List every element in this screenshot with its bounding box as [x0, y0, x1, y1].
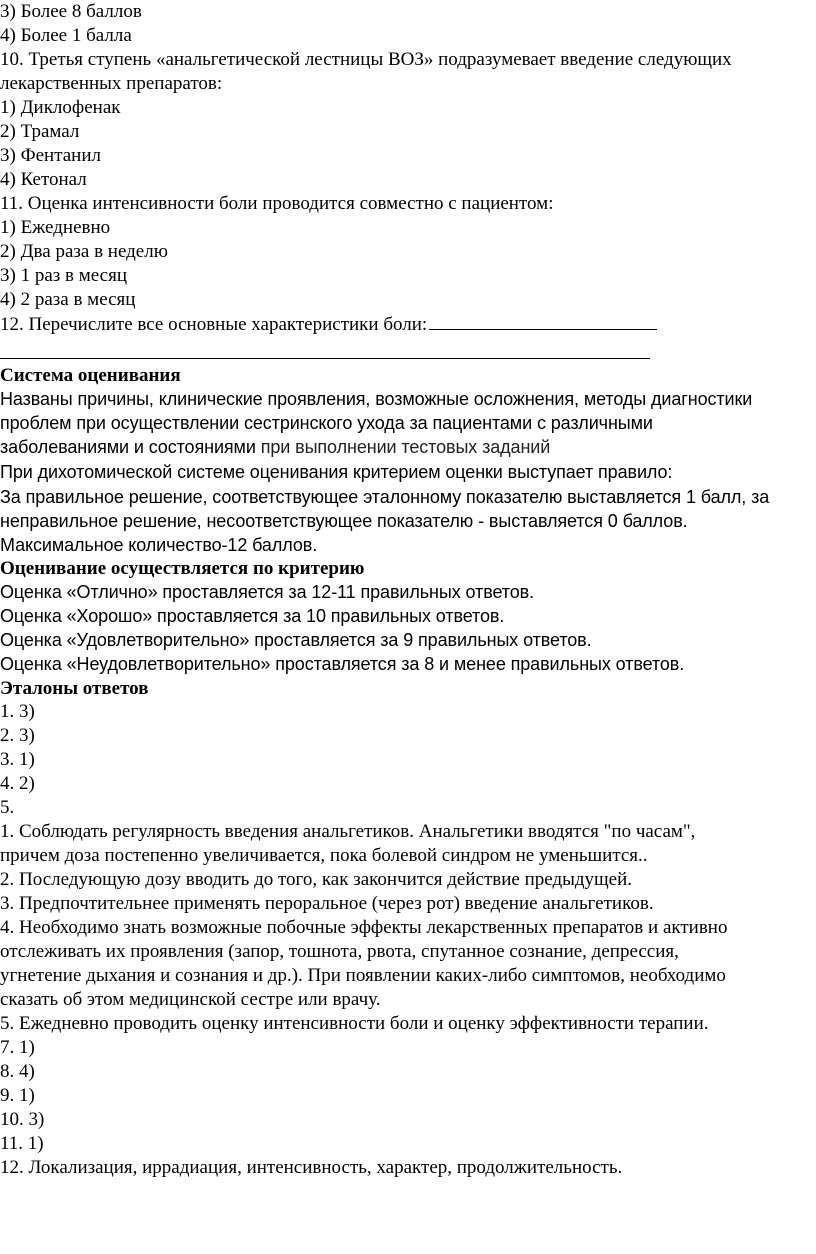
answer-item: 1. 3): [0, 701, 35, 722]
grading-paragraph-part: при выполнении тестовых заданий: [255, 437, 551, 457]
question-12-text: 12. Перечислите все основные характеристики боли:: [0, 314, 428, 335]
answer-item: 5.: [0, 797, 15, 818]
grading-heading: Система оценивания: [0, 365, 181, 386]
answer-item: 10. 3): [0, 1109, 45, 1130]
grading-rule-intro: При дихотомической системе оценивания критерием оценки выступает правило:: [0, 462, 673, 482]
q11-option: 1) Ежедневно: [0, 217, 111, 238]
criteria-item: Оценка «Неудовлетворительно» проставляется за 8 и менее правильных ответов.: [0, 654, 685, 674]
grading-paragraph-part: заболеваниями и состояниями: [0, 437, 256, 457]
answer-5-line: 5. Ежедневно проводить оценку интенсивности боли и оценку эффективности терапии.: [0, 1013, 709, 1034]
q11-option: 2) Два раза в неделю: [0, 241, 168, 262]
q11-option: 3) 1 раз в месяц: [0, 265, 128, 286]
answer-item: 9. 1): [0, 1085, 35, 1106]
answer-5-line: 4. Необходимо знать возможные побочные эффекты лекарственных препаратов и активно: [0, 917, 728, 938]
answer-5-line: отслеживать их проявления (запор, тошнота, рвота, спутанное сознание, депрессия,: [0, 941, 679, 962]
answer-item: 2. 3): [0, 725, 35, 746]
q10-option: 1) Диклофенак: [0, 97, 121, 118]
grading-rule: неправильное решение, несоответствующее показателю - выставляется 0 баллов.: [0, 511, 688, 531]
option-text: 3) Более 8 баллов: [0, 1, 142, 22]
grading-max-score: Максимальное количество-12 баллов.: [0, 535, 318, 555]
answer-item: 12. Локализация, иррадиация, интенсивность, характер, продолжительность.: [0, 1157, 623, 1178]
answer-blank-line: [429, 312, 657, 330]
answer-item: 7. 1): [0, 1037, 35, 1058]
answer-item: 4. 2): [0, 773, 35, 794]
question-10-text-cont: лекарственных препаратов:: [0, 73, 223, 94]
grading-paragraph: проблем при осуществлении сестринского ухода за пациентами с различными: [0, 413, 653, 433]
criteria-item: Оценка «Хорошо» проставляется за 10 правильных ответов.: [0, 606, 505, 626]
q10-option: 3) Фентанил: [0, 145, 101, 166]
answer-item: 8. 4): [0, 1061, 35, 1082]
grading-rule: За правильное решение, соответствующее эталонному показателю выставляется 1 балл, за: [0, 487, 770, 507]
answer-5-line: 3. Предпочтительнее применять пероральное (через рот) введение анальгетиков.: [0, 893, 654, 914]
grading-paragraph: [0, 435, 550, 459]
question-10-text: 10. Третья ступень «анальгетической лестницы ВОЗ» подразумевает введение следующих: [0, 49, 732, 70]
question-12-line: [0, 312, 657, 337]
q10-option: 2) Трамал: [0, 121, 80, 142]
q11-option: 4) 2 раза в месяц: [0, 289, 136, 310]
answers-heading: Эталоны ответов: [0, 678, 149, 699]
answer-5-line: причем доза постепенно увеличивается, пока болевой синдром не уменьшится..: [0, 845, 648, 866]
q10-option: 4) Кетонал: [0, 169, 87, 190]
answer-5-line: сказать об этом медицинской сестре или врачу.: [0, 989, 381, 1010]
grading-paragraph: Названы причины, клинические проявления, возможные осложнения, методы диагностики: [0, 389, 753, 409]
answer-5-line: 2. Последующую дозу вводить до того, как закончится действие предыдущей.: [0, 869, 633, 890]
answer-5-line: угнетение дыхания и сознания и др.). При появлении каких-либо симптомов, необходимо: [0, 965, 726, 986]
answer-item: 3. 1): [0, 749, 35, 770]
answer-blank-rule: [0, 358, 650, 359]
answer-item: 11. 1): [0, 1133, 44, 1154]
criteria-item: Оценка «Отлично» проставляется за 12-11 правильных ответов.: [0, 582, 534, 602]
criteria-heading: Оценивание осуществляется по критерию: [0, 558, 365, 579]
criteria-item: Оценка «Удовлетворительно» проставляется за 9 правильных ответов.: [0, 630, 592, 650]
option-text: 4) Более 1 балла: [0, 25, 132, 46]
question-11-text: 11. Оценка интенсивности боли проводится совместно с пациентом:: [0, 193, 554, 214]
answer-5-line: 1. Соблюдать регулярность введения анальгетиков. Анальгетики вводятся "по часам",: [0, 821, 696, 842]
